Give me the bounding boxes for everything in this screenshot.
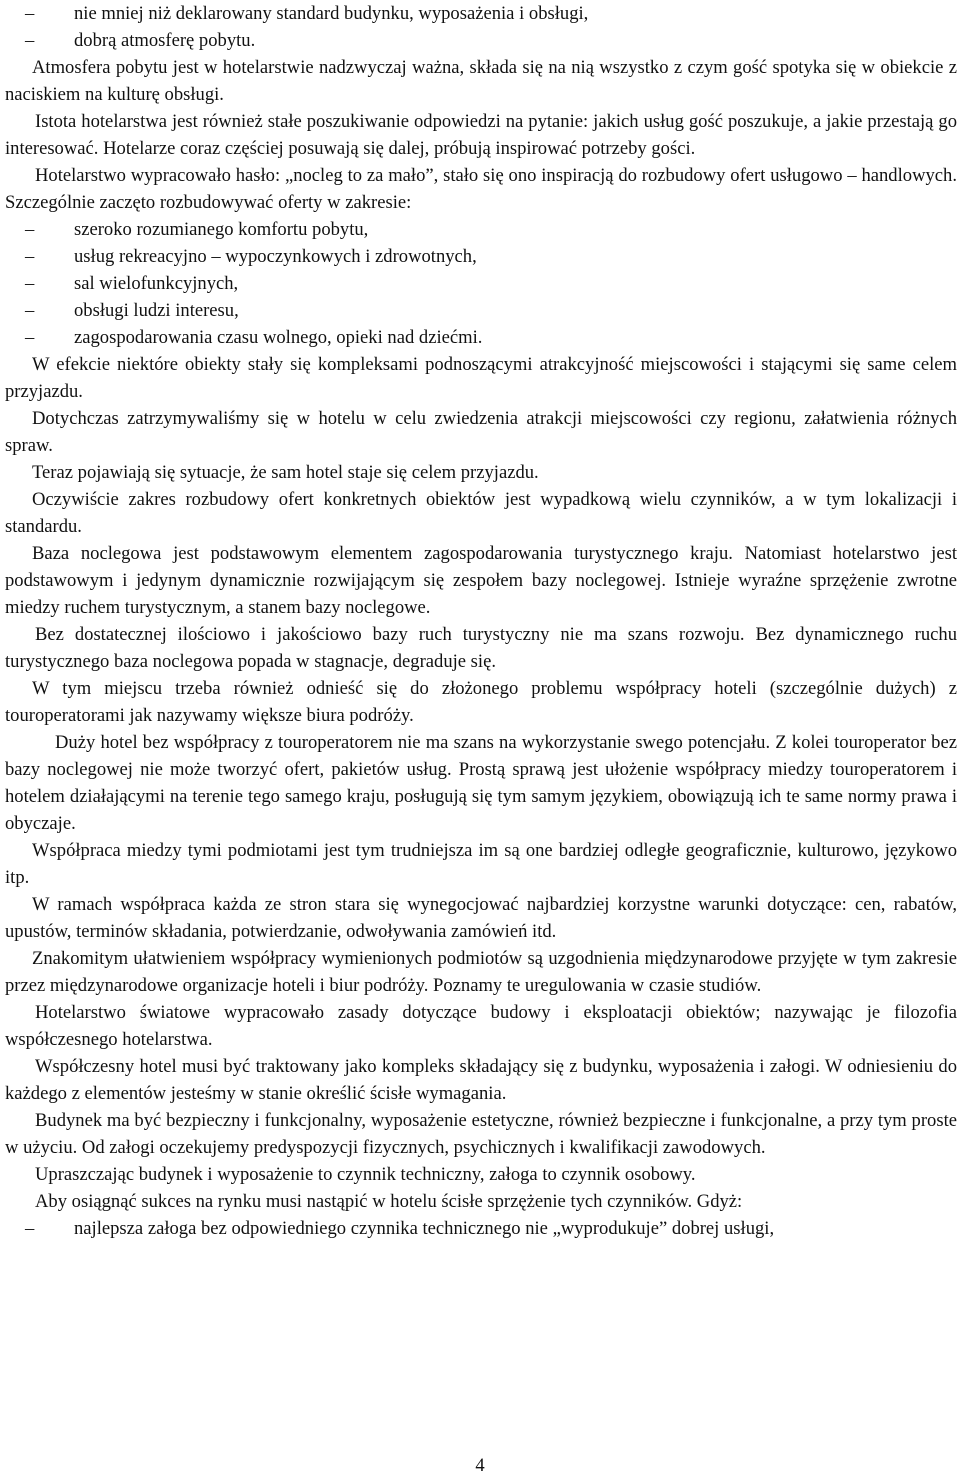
paragraph: Dotychczas zatrzymywaliśmy się w hotelu w celu zwiedzenia atrakcji miejscowości czy regionu, załatwienia różnych spraw.	[5, 408, 957, 456]
paragraph: Współpraca miedzy tymi podmiotami jest tym trudniejsza im są one bardziej odległe geograficznie, kulturowo, językowo itp.	[5, 840, 957, 888]
paragraph: W efekcie niektóre obiekty stały się kompleksami podnoszącymi atrakcyjność miejscowości i stającymi się same celem przyjazdu.	[5, 354, 957, 402]
paragraph: Oczywiście zakres rozbudowy ofert konkretnych obiektów jest wypadkową wielu czynników, a w tym lokalizacji i standardu.	[5, 489, 957, 537]
dash-bullet: –	[25, 327, 35, 348]
paragraph: Budynek ma być bezpieczny i funkcjonalny, wyposażenie estetyczne, również bezpieczne i funkcjonalne, a przy tym proste w użyciu. Od załogi oczekujemy predyspozycji fizycznych, psychicznych i kwalifikacji zawodowych.	[5, 1110, 957, 1158]
dash-bullet: –	[25, 246, 35, 267]
paragraph: Atmosfera pobytu jest w hotelarstwie nadzwyczaj ważna, składa się na nią wszystko z czym gość spotyka się w obiekcie z naciskiem na kulturę obsługi.	[5, 57, 957, 105]
dash-bullet: –	[25, 1218, 35, 1239]
paragraph: Znakomitym ułatwieniem współpracy wymienionych podmiotów są uzgodnienia międzynarodowe przyjęte w tym zakresie przez międzynarodowe organizacje hoteli i biur podróży. Poznamy te uregulowania w czasie studiów.	[5, 948, 957, 996]
dash-bullet: –	[25, 30, 35, 51]
page-number: 4	[475, 1455, 485, 1476]
paragraph: Hotelarstwo światowe wypracowało zasady dotyczące budowy i eksploatacji obiektów; nazywając je filozofia współczesnego hotelarstwa.	[5, 1002, 957, 1050]
paragraph: Bez dostatecznej ilościowo i jakościowo bazy ruch turystyczny nie ma szans rozwoju. Bez dynamicznego ruchu turystycznego baza noclegowa popada w stagnacje, degraduje się.	[5, 624, 957, 672]
list-item: – sal wielofunkcyjnych,	[5, 270, 957, 297]
paragraph: Duży hotel bez współpracy z touroperatorem nie ma szans na wykorzystanie swego potencjału. Z kolei touroperator bez bazy noclegowej nie może tworzyć ofert, pakietów usług. Prostą sprawą jest ułożenie współpracy miedzy touroperatorem i hotelem działającymi na terenie tego samego kraju, posługują się tym samym językiem, obowiązują ich te same normy prawa i obyczaje.	[5, 732, 957, 834]
dash-bullet: –	[25, 300, 35, 321]
list-item: – dobrą atmosferę pobytu.	[5, 27, 957, 54]
list-item: – szeroko rozumianego komfortu pobytu,	[5, 216, 957, 243]
dash-bullet: –	[25, 273, 35, 294]
list-item: – zagospodarowania czasu wolnego, opieki nad dziećmi.	[5, 324, 957, 351]
paragraph: Hotelarstwo wypracowało hasło: „nocleg to za mało”, stało się ono inspiracją do rozbudowy ofert usługowo – handlowych. Szczególnie zaczęto rozbudowywać oferty w zakresie:	[5, 165, 957, 213]
paragraph: W ramach współpraca każda ze stron stara się wynegocjować najbardziej korzystne warunki dotyczące: cen, rabatów, upustów, terminów składania, potwierdzanie, odwoływania zamówień itd.	[5, 894, 957, 942]
paragraph: Aby osiągnąć sukces na rynku musi nastąpić w hotelu ścisłe sprzężenie tych czynników. Gdyż:	[35, 1191, 743, 1212]
list-item: – usług rekreacyjno – wypoczynkowych i zdrowotnych,	[5, 243, 957, 270]
list-item: – nie mniej niż deklarowany standard budynku, wyposażenia i obsługi,	[5, 0, 957, 27]
dash-bullet: –	[25, 3, 35, 24]
paragraph: Istota hotelarstwa jest również stałe poszukiwanie odpowiedzi na pytanie: jakich usług gość poszukuje, a jakie przestają go interesować. Hotelarze coraz częściej posuwają się dalej, próbują inspirować potrzeby gości.	[5, 111, 957, 159]
paragraph: Współczesny hotel musi być traktowany jako kompleks składający się z budynku, wyposażenia i załogi. W odniesieniu do każdego z elementów jesteśmy w stanie określić ścisłe wymagania.	[5, 1056, 957, 1104]
intro-list	[5, 0, 957, 54]
paragraph: Upraszczając budynek i wyposażenie to czynnik techniczny, załoga to czynnik osobowy.	[35, 1164, 696, 1185]
paragraph: Baza noclegowa jest podstawowym elementem zagospodarowania turystycznego kraju. Natomiast hotelarstwo jest podstawowym i jedynym dynamicznie rozwijającym się zespołem bazy noclegowej. Istnieje wyraźne sprzężenie zwrotne miedzy ruchem turystycznym, a stanem bazy noclegowe.	[5, 543, 957, 618]
offer-list	[5, 216, 957, 351]
paragraph: W tym miejscu trzeba również odnieść się do złożonego problemu współpracy hoteli (szczególnie dużych) z touroperatorami jak nazywamy większe biura podróży.	[5, 678, 957, 726]
list-item: – obsługi ludzi interesu,	[5, 297, 957, 324]
list-item: – najlepsza załoga bez odpowiedniego czynnika technicznego nie „wyprodukuje” dobrej usługi,	[5, 1215, 957, 1242]
paragraph: Teraz pojawiają się sytuacje, że sam hotel staje się celem przyjazdu.	[32, 462, 539, 483]
final-list	[5, 1215, 957, 1242]
document-page	[5, 0, 957, 1242]
dash-bullet: –	[25, 219, 35, 240]
